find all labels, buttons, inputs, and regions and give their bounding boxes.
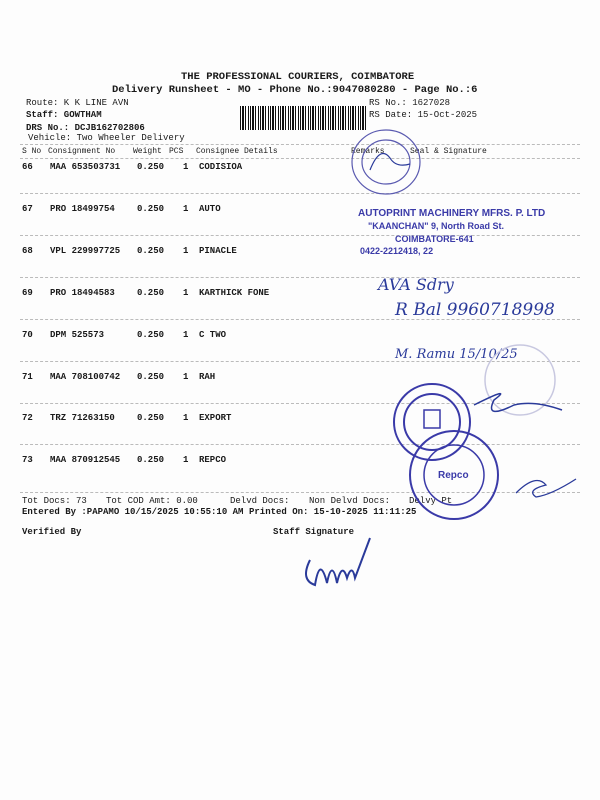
handwriting-note: R Bal 9960718998: [395, 300, 555, 320]
cell-sno: 73: [22, 455, 33, 466]
signature: [516, 479, 576, 497]
cell-sno: 69: [22, 287, 33, 298]
route: Route: K K LINE AVN: [26, 98, 129, 108]
cell-consignee: KARTHICK FONE: [199, 287, 270, 298]
cell-consignee: C TWO: [199, 329, 227, 340]
stamp-text: Repco: [438, 470, 469, 481]
cell-pcs: 1: [183, 329, 189, 340]
cell-sno: 66: [22, 162, 33, 172]
printed-on: Printed On: 15-10-2025 11:11:25: [249, 507, 417, 517]
cell-weight: 0.250: [137, 245, 165, 256]
cell-consignee: RAH: [199, 371, 216, 382]
cell-consignment: VPL 229997725: [50, 245, 121, 256]
cell-weight: 0.250: [137, 162, 165, 172]
handwriting-note: M. Ramu 15/10/25: [395, 347, 518, 362]
cell-consignee: PINACLE: [199, 245, 237, 256]
entered-by: Entered By :PAPAMO 10/15/2025 10:55:10 AM: [22, 507, 244, 517]
tot-cod: Tot COD Amt: 0.00: [106, 496, 198, 506]
staff: Staff: GOWTHAM: [26, 110, 102, 120]
cell-consignee: EXPORT: [199, 413, 232, 424]
cell-weight: 0.250: [137, 329, 165, 340]
export-council-stamp: [394, 384, 470, 460]
cell-consignment: MAA 653503731: [50, 162, 121, 172]
staff-signature-label: Staff Signature: [273, 527, 355, 537]
col-weight: Weight: [133, 147, 162, 156]
cell-pcs: 1: [183, 287, 189, 298]
signature: [474, 394, 562, 412]
cell-weight: 0.250: [137, 371, 165, 382]
handwriting-note: AVA Sdry: [378, 275, 454, 294]
cell-weight: 0.250: [137, 287, 165, 298]
cell-weight: 0.250: [137, 203, 165, 214]
cell-weight: 0.250: [137, 413, 165, 424]
runsheet-subtitle: Delivery Runsheet - MO - Phone No.:9047080280 - Page No.:6: [112, 84, 478, 96]
rs-date: RS Date: 15-Oct-2025: [369, 110, 478, 120]
cell-consignment: PRO 18499754: [50, 203, 115, 214]
col-consignment: Consignment No: [48, 147, 116, 156]
verified-by: Verified By: [22, 527, 82, 537]
delvy-pt: Delvy Pt: [409, 496, 453, 506]
tot-docs: Tot Docs: 73: [22, 496, 87, 506]
cell-consignee: REPCO: [199, 455, 227, 466]
cell-consignment: TRZ 71263150: [50, 413, 115, 424]
cell-sno: 71: [22, 371, 33, 382]
cell-sno: 67: [22, 203, 33, 214]
staff-signature: [306, 538, 370, 585]
cell-pcs: 1: [183, 203, 189, 214]
cell-consignment: MAA 708100742: [50, 371, 121, 382]
cell-pcs: 1: [183, 162, 189, 172]
autoprint-stamp: [358, 208, 545, 256]
cell-pcs: 1: [183, 371, 189, 382]
cell-weight: 0.250: [137, 455, 165, 466]
stamp-text: "KAANCHAN" 9, North Road St.: [368, 221, 505, 231]
col-remarks: Remarks: [351, 147, 385, 156]
stamp-text: COIMBATORE-641: [395, 234, 474, 244]
cell-pcs: 1: [183, 245, 189, 256]
cell-pcs: 1: [183, 413, 189, 424]
cell-consignee: CODISIOA: [199, 162, 243, 172]
vehicle: Vehicle: Two Wheeler Delivery: [28, 133, 185, 143]
company-title: THE PROFESSIONAL COURIERS, COIMBATORE: [181, 71, 415, 83]
cell-sno: 70: [22, 329, 33, 340]
col-pcs: PCS: [169, 147, 184, 156]
col-consignee: Consignee Details: [196, 147, 278, 156]
non-delvd-docs: Non Delvd Docs:: [309, 496, 391, 506]
cell-sno: 68: [22, 245, 33, 256]
repco-stamp: [410, 431, 498, 519]
cell-sno: 72: [22, 413, 33, 424]
cell-consignment: MAA 870912545: [50, 455, 121, 466]
rs-no: RS No.: 1627028: [369, 98, 451, 108]
cell-pcs: 1: [183, 455, 189, 466]
col-seal: Seal & Signature: [410, 147, 487, 156]
stamp-text: AUTOPRINT MACHINERY MFRS. P. LTD: [358, 208, 546, 219]
cell-consignment: DPM 525573: [50, 329, 105, 340]
cointec-stamp: [352, 130, 420, 194]
stamp-text: 0422-2212418, 22: [360, 246, 434, 256]
delvd-docs: Delvd Docs:: [230, 496, 290, 506]
drs-no: DRS No.: DCJB162702806: [26, 123, 145, 133]
handwriting: [376, 275, 555, 362]
cell-consignment: PRO 18494583: [50, 287, 115, 298]
cell-consignee: AUTO: [199, 203, 221, 214]
col-sno: S No: [22, 147, 42, 156]
